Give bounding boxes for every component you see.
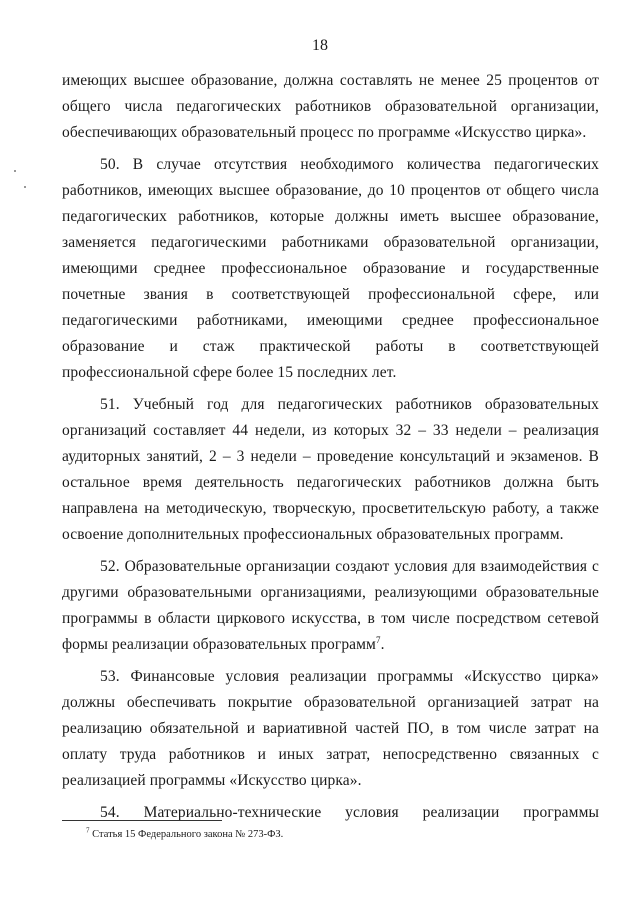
paragraph-number: 52.: [100, 558, 120, 575]
paragraph-52: [62, 554, 599, 658]
footnote-separator: [62, 820, 222, 821]
footnote-marker: 7: [86, 826, 90, 835]
paragraph-text: Учебный год для педагогических работников образовательных организаций составляет 44 недели, из которых 32 – 33 недели – реализация аудиторных занятий, 2 – 3 недели – проведение консультаций и экзаменов. В остальное время деятельность педагогических работников должна быть направлена на методическую, творческую, просветительскую работу, а также освоение дополнительных профессиональных образовательных программ.: [62, 396, 599, 543]
paragraph-text: В случае отсутствия необходимого количества педагогических работников, имеющих высшее образование, до 10 процентов от общего числа педагогических работников, которые должны иметь высшее образование, заменяется педагогическими работниками образовательной организации, имеющими среднее профессиональное образование и государственные почетные звания в соответствующей профессиональной сфере, или педагогическими работниками, имеющими среднее профессиональное образование и стаж практической работы в соответствующей профессиональной сфере более 15 последних лет.: [62, 156, 599, 381]
footnote-reference[interactable]: 7: [375, 634, 381, 645]
paragraph-text: Финансовые условия реализации программы «Искусство цирка» должны обеспечивать покрытие образовательной организацией затрат на реализацию обязательной и вариативной частей ПО, в том числе затрат на оплату труда работников и иных затрат, непосредственно связанных с реализацией программы «Искусство цирка».: [62, 668, 599, 789]
scan-speck: [24, 186, 26, 188]
paragraph-text: Материально-технические условия реализации программы: [143, 804, 599, 821]
scan-speck: [14, 170, 16, 172]
page-number: 18: [312, 37, 328, 54]
footnote-text: Статья 15 Федерального закона № 273-ФЗ.: [92, 829, 284, 840]
paragraph-text: имеющих высшее образование, должна составлять не менее 25 процентов от общего числа педагогических работников образовательной организации, обеспечивающих образовательный процесс по программе «Искусство цирка».: [62, 72, 599, 141]
paragraph-51: [62, 392, 599, 548]
paragraph-50: [62, 152, 599, 386]
paragraph-number: 53.: [100, 668, 120, 685]
body-text: [62, 68, 599, 832]
paragraph-number: 51.: [100, 396, 120, 413]
paragraph-text: Образовательные организации создают условия для взаимодействия с другими образовательными организациями, реализующими образовательные программы в области циркового искусства, в том числе посредством сетевой формы реализации образовательных программ: [62, 558, 599, 653]
paragraph-continuation: [62, 68, 599, 146]
paragraph-tail: .: [380, 636, 385, 653]
paragraph-53: [62, 664, 599, 794]
footnote: [86, 826, 284, 840]
paragraph-54: [62, 800, 599, 826]
paragraph-number: 54.: [100, 804, 120, 821]
paragraph-number: 50.: [100, 156, 120, 173]
